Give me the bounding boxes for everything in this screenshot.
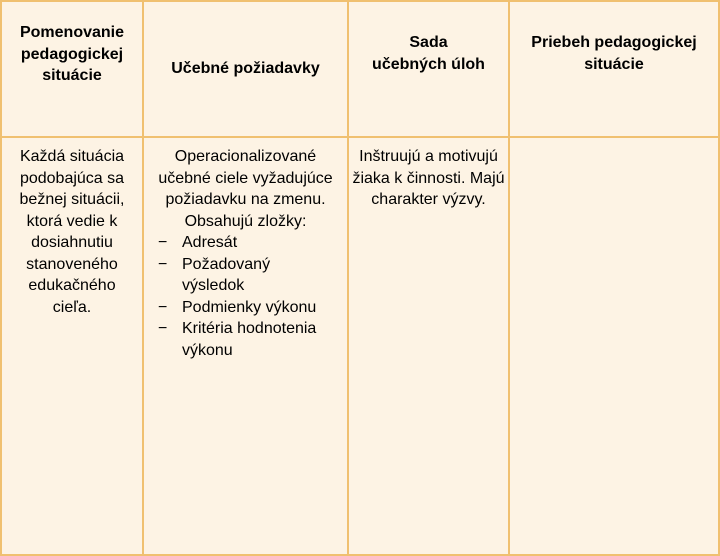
component-list-item: − Požadovaný výsledok [158,255,271,294]
cell-situation-description: Každá situácia podobajúca sa bežnej situácii, ktorá vedie k dosiahnutiu stanoveného edukačného cieľa. [1,137,143,555]
cell-situation-course [509,137,719,555]
component-list-item: − Kritéria hodnotenia výkonu [158,320,317,359]
cell-task-set-description: Inštruujú a motivujú žiaka k činnosti. Majú charakter výzvy. [348,137,509,555]
header-situation-course: Priebeh pedagogickej situácie [509,1,719,137]
header-row [1,1,719,137]
component-list-item: − Podmienky výkonu [158,298,317,316]
header-task-set: Sada učebných úloh [348,1,509,137]
header-learning-requirements: Učebné požiadavky [143,1,348,137]
component-list [144,232,347,361]
header-situation-name: Pomenovanie pedagogickej situácie [1,1,143,137]
content-row [1,137,719,555]
component-list-item: − Adresát [158,234,238,251]
cell-learning-requirements: Operacionalizované učebné ciele vyžadujúce požiadavku na zmenu. Obsahujú zložky: − Adresát − Požadovaný výsledok − Podmienky výkonu − Kritéria hodnotenia výkonu [143,137,348,555]
